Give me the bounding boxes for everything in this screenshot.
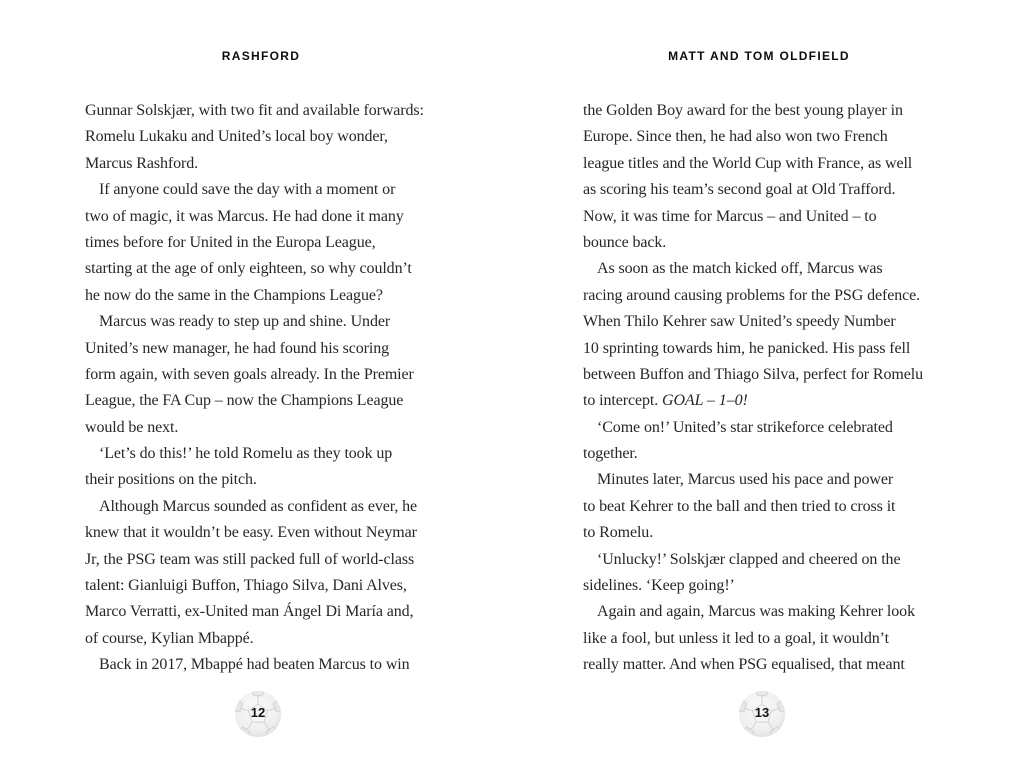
- text-line: [583, 573, 935, 599]
- text-line: [583, 204, 935, 230]
- text-line: [583, 336, 935, 362]
- text-line: [583, 494, 935, 520]
- text-line: [583, 230, 935, 256]
- text-line: [583, 441, 935, 467]
- text-line: [85, 626, 437, 652]
- body-text: Europe. Since then, he had also won two French: [583, 128, 888, 146]
- body-text: Again and again, Marcus was making Kehrer look: [597, 603, 915, 621]
- text-line: [583, 362, 935, 388]
- text-line: [85, 415, 437, 441]
- text-line: [583, 283, 935, 309]
- body-text: times before for United in the Europa League,: [85, 233, 376, 251]
- text-line: [85, 230, 437, 256]
- body-text: Romelu Lukaku and United’s local boy wonder,: [85, 128, 388, 146]
- page-number: 12: [250, 705, 266, 720]
- body-text: starting at the age of only eighteen, so why couldn’t: [85, 260, 412, 278]
- body-text: knew that it wouldn’t be easy. Even without Neymar: [85, 524, 417, 542]
- body-text: ‘Unlucky!’ Solskjær clapped and cheered on the: [597, 550, 901, 568]
- body-text: United’s new manager, he had found his scoring: [85, 339, 390, 357]
- text-line: [85, 256, 437, 282]
- body-text: As soon as the match kicked off, Marcus was: [597, 260, 883, 278]
- body-text: to beat Kehrer to the ball and then tried to cross it: [583, 497, 896, 515]
- body-text: Minutes later, Marcus used his pace and power: [597, 471, 894, 489]
- text-line: [583, 256, 935, 282]
- text-line: [85, 98, 437, 124]
- body-text: he now do the same in the Champions League?: [85, 286, 383, 304]
- body-text: like a fool, but unless it led to a goal, it wouldn’t: [583, 629, 889, 647]
- body-text: to Romelu.: [583, 524, 654, 542]
- text-line: [85, 309, 437, 335]
- text-line: [85, 494, 437, 520]
- body-text: bounce back.: [583, 233, 667, 251]
- text-line: [583, 626, 935, 652]
- text-line: [85, 362, 437, 388]
- text-line: [85, 177, 437, 203]
- body-text: racing around causing problems for the PSG defence.: [583, 286, 921, 304]
- body-text: ‘Let’s do this!’ he told Romelu as they took up: [99, 445, 393, 463]
- body-text: League, the FA Cup – now the Champions League: [85, 392, 404, 410]
- body-text: the Golden Boy award for the best young player in: [583, 102, 903, 119]
- body-text: of course, Kylian Mbappé.: [85, 629, 254, 647]
- body-text: 10 sprinting towards him, he panicked. His pass fell: [583, 339, 911, 357]
- body-text: Marco Verratti, ex-United man Ángel Di María and,: [85, 603, 414, 621]
- page-number-ball: [738, 690, 786, 738]
- text-line: [85, 652, 437, 678]
- body-text: league titles and the World Cup with France, as well: [583, 154, 913, 172]
- body-text: Back in 2017, Mbappé had beaten Marcus to win: [99, 656, 410, 674]
- body-text: Marcus was ready to step up and shine. Under: [99, 313, 391, 331]
- text-line: [85, 204, 437, 230]
- text-line: [583, 599, 935, 625]
- body-text: form again, with seven goals already. In the Premier: [85, 365, 414, 383]
- text-line: [583, 309, 935, 335]
- italic-text: GOAL – 1–0!: [662, 392, 748, 410]
- text-line: [85, 547, 437, 573]
- page-body: [583, 98, 935, 679]
- body-text: as scoring his team’s second goal at Old Trafford.: [583, 181, 896, 199]
- body-text: Gunnar Solskjær, with two fit and available forwards:: [85, 102, 424, 119]
- body-text: their positions on the pitch.: [85, 471, 257, 489]
- body-text: together.: [583, 445, 638, 463]
- text-line: [85, 124, 437, 150]
- text-line: [85, 388, 437, 414]
- body-text: talent: Gianluigi Buffon, Thiago Silva, Dani Alves,: [85, 577, 407, 595]
- running-header-left: RASHFORD: [221, 49, 301, 63]
- text-line: [583, 415, 935, 441]
- text-line: [583, 388, 935, 414]
- page-number: 13: [754, 705, 770, 720]
- body-text: When Thilo Kehrer saw United’s speedy Number: [583, 313, 896, 331]
- text-line: [583, 652, 935, 678]
- text-line: [85, 573, 437, 599]
- body-text: ‘Come on!’ United’s star strikeforce celebrated: [597, 418, 893, 436]
- text-line: [583, 467, 935, 493]
- text-line: [85, 467, 437, 493]
- text-line: [85, 441, 437, 467]
- text-line: [583, 151, 935, 177]
- text-line: [85, 151, 437, 177]
- body-text: sidelines. ‘Keep going!’: [583, 577, 735, 595]
- text-line: [583, 520, 935, 546]
- page-number-ball: [234, 690, 282, 738]
- body-text: Marcus Rashford.: [85, 154, 199, 172]
- running-header-right: MATT AND TOM OLDFIELD: [668, 49, 850, 63]
- body-text: Although Marcus sounded as confident as ever, he: [99, 497, 418, 515]
- text-line: [583, 177, 935, 203]
- body-text: to intercept.: [583, 392, 663, 410]
- body-text: Now, it was time for Marcus – and United – to: [583, 207, 877, 225]
- text-line: [583, 547, 935, 573]
- text-line: [583, 124, 935, 150]
- body-text: would be next.: [85, 418, 179, 436]
- body-text: Jr, the PSG team was still packed full of world-class: [85, 550, 415, 568]
- text-line: [85, 283, 437, 309]
- body-text: If anyone could save the day with a moment or: [99, 181, 396, 199]
- page-body: [85, 98, 437, 679]
- body-text: two of magic, it was Marcus. He had done it many: [85, 207, 404, 225]
- text-line: [85, 336, 437, 362]
- text-line: [85, 520, 437, 546]
- text-line: [583, 98, 935, 124]
- body-text: really matter. And when PSG equalised, that meant: [583, 656, 905, 674]
- text-line: [85, 599, 437, 625]
- body-text: between Buffon and Thiago Silva, perfect for Romelu: [583, 365, 923, 383]
